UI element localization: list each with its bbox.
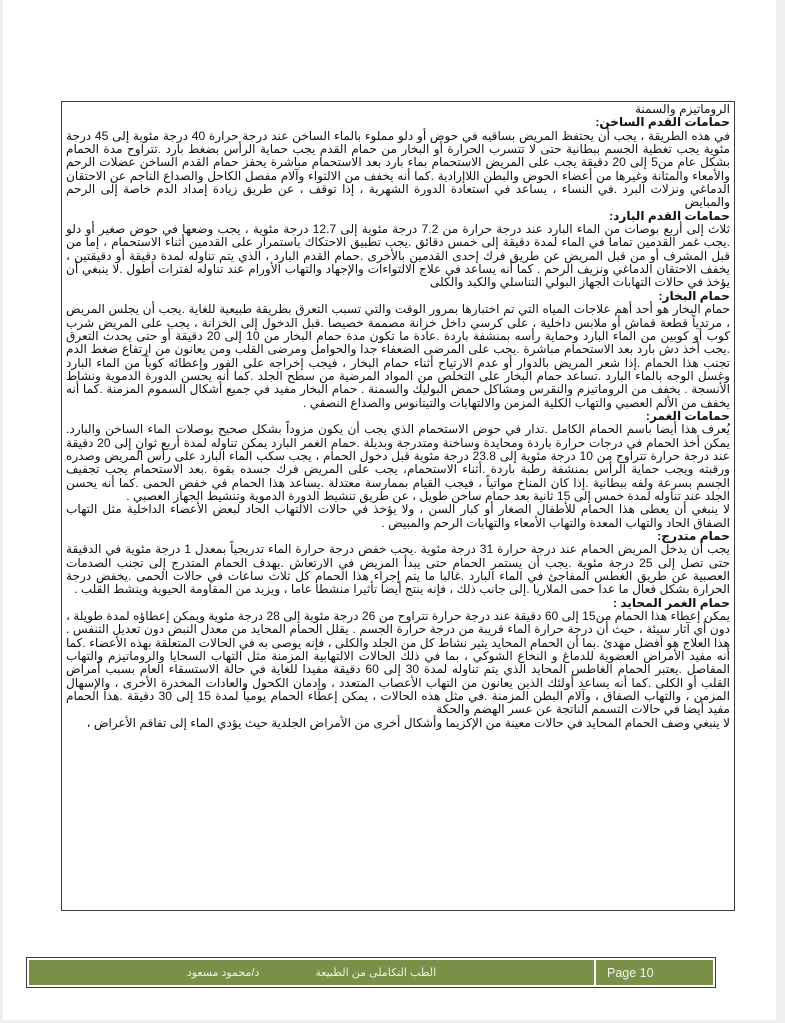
paragraph-hot-foot-bath: في هذه الطريقة ، يجب أن يحتفظ المريض بساقيه في حوض أو دلو مملوء بالماء الساخن عند درجة حرارة 40 درجة مئوية إلى 45 درجة مئوية يجب تغطية الجسم ببطانية حتى لا تتسرب الحرارة أو البخار من حمام القدم يجب حماية الرأس بضغط بارد .تتراوح مدة الحمام بشكل عام من5 إلى 20 دقيقة يجب على المريض الاستحمام بماء بارد بعد الاستحمام مباشرة يحفز حمام القدم الساخن عضلات الرحم والأمعاء والمثانة وغيرها من أعضاء الحوض والبطن اللاإرادية .كما أنه يخفف من الالتواء وآلام مفصل الكاحل والصداع الناجم عن الاحتقان الدماغي ونزلات البرد .في النساء ، يساعد في استعادة الدورة الشهرية ، إذا توقف ، عن طريق زيادة إمداد الدم خاصة إلى الرحم والمبايض <box>66 128 730 210</box>
footer-author: د/محمود مسعود <box>186 967 260 979</box>
paragraph-graduated-bath: يجب أن يدخل المريض الحمام عند درجة حرارة 31 درجة مئوية .يجب خفض درجة حرارة الماء تدريجياً بمعدل 1 درجة مئوية في الدقيقة حتى تصل إلى 25 درجة مئوية .يجب أن يستمر الحمام حتى يبدأ المريض في الارتعاش .يهدف الحمام المتدرج إلى تجنب الصدمات العصبية عن طريق الغطس المفاجئ في الماء البارد .غالبا ما يتم إجراء هذا الحمام كل ثلاث ساعات في حالات الحمى .يخفض درجة الحرارة بشكل فعال ما عدا حمى الملاريا .إلى جانب ذلك ، فإنه ينتج أيضا تأثيرا منشطا عاما ، ويزيد من المقاومة الحيوية وينشط القلب . <box>66 542 730 597</box>
paragraph-steam-bath: حمام البخار هو أحد أهم علاجات المياه التي تم اختبارها بمرور الوقت والتي تسبب التعرق بطريقة طبيعية للغاية .يجب أن يجلس المريض ، مرتدياً قطعة قماش أو ملابس داخلية ، على كرسي داخل خزانة مصممة خصيصا .قبل الدخول إلى الخزانة ، يجب على المريض شرب كوب أو كوبين من الماء البارد وحماية رأسه بمنشفة باردة .عادة ما تكون مدة حمام البخار من 10 إلى 20 دقيقة أو حتى يحدث التعرق .يجب أخذ دش بارد بعد الاستحمام مباشرة .يجب على المرضى الضعفاء جدا والحوامل ومرضى القلب ومن يعانون من ارتفاع ضغط الدم تجنب هذا الحمام .إذا شعر المريض بالدوار أو عدم الارتياح أثناء حمام البخار ، فيجب إخراجه على الفور وإعطائه كوباً من الماء البارد وغسل الوجه بالماء البارد .تساعد حمام البخار على التخلص من المواد المرضية من سطح الجلد .كما أنه يحسن الدورة الدموية ونشاط الأنسجة . يخفف من الروماتيزم والنقرس ومشاكل حمض البوليك والسمنة . حمام البخار مفيد في جميع أشكال السموم المزمنة .كما أنه يخفف من الألم العصبي والتهاب الكلية المزمن والالتهابات والتيتانوس والصداع النصفي . <box>66 302 730 410</box>
page-footer <box>26 957 716 988</box>
paragraph-immersion-bath-contraindications: لا ينبغي أن يعطى هذا الحمام للأطفال الصغار أو كبار السن ، ولا يؤخذ في حالات الالتهاب الحاد لبعض الأعضاء الداخلية مثل التهاب الصفاق الحاد والتهاب المعدة والتهاب الأمعاء والتهابات الرحم والمبيض . <box>66 502 730 530</box>
heading-immersion-bath: حمامات الغمر: <box>645 408 730 423</box>
heading-steam-bath: حمام البخار: <box>658 288 730 303</box>
heading-neutral-immersion-bath: حمام الغمر المحايد : <box>612 595 730 610</box>
heading-cold-foot-bath: حمامات القدم البارد: <box>609 208 730 223</box>
paragraph-intro: الروماتيزم والسمنة <box>634 102 730 116</box>
footer-book-title: الطب التكاملى من الطبيعة <box>315 967 437 979</box>
paragraph-cold-foot-bath: ثلاث إلى أربع بوصات من الماء البارد عند درجة حرارة من 7.2 درجة مئوية إلى 12.7 درجة مئوية ، يجب وضعها في حوض صغير أو دلو .يجب غمر القدمين تماما في الماء لمدة دقيقة إلى خمس دقائق .يجب تطبيق الاحتكاك باستمرار على القدمين أثناء الاستحمام ، إما من قبل المشرف أو من قبل المريض عن طريق فرك إحدى القدمين بالأخرى .حمام القدم البارد ، الذي يتم تناوله لمدة دقيقة أو دقيقتين ، يخفف الاحتقان الدماغي ونزيف الرحم . كما أنه يساعد في علاج الالتواءات والإجهاد والتهاب الأورام عند تناوله لفترات أطول .لا ينبغي أن يؤخذ في حالات التهابات الجهاز البولي التناسلي والكبد والكلى <box>66 222 730 290</box>
footer-title-bar <box>29 960 594 985</box>
document-page <box>3 0 776 1020</box>
paragraph-neutral-bath-contraindications: لا ينبغي وصف الحمام المحايد في حالات معينة من الإكزيما وأشكال أخرى من الأمراض الجلدية حيث يؤدي الماء إلى تفاقم الأعراض ، <box>86 715 730 730</box>
page-content <box>61 101 735 911</box>
paragraph-neutral-immersion-bath: يمكن إعطاء هذا الحمام من15 إلى 60 دقيقة عند درجة حرارة تتراوح من 26 درجة مئوية إلى 28 درجة مئوية ويمكن إعطاؤه لمدة طويلة ، دون أي آثار سيئة ، حيث أن درجة حرارة الماء قريبة من درجة حرارة الجسم . يقلل الحمام المحايد من معدل النبض دون تعديل التنفس . هذا العلاج هو أفضل مهدئ .بما أن الحمام المحايد يثير نشاط كل من الجلد والكلى ، فإنه يوصى به في الحالات المتعلقة بهذه الأعضاء .كما أنه مفيد الأمراض العضوية للدماغ و النخاع الشوكي ، بما في ذلك الحالات الالتهابية المزمنة مثل التهاب السحايا والروماتيزم والتهاب المفاصل .يعتبر الحمام الغاطس المحايد الذي يتم تناوله لمدة 30 إلى 60 دقيقة مفيدا للغاية في حالة الاستسقاء العام بسبب أمراض القلب أو الكلى .كما أنه يساعد أولئك الذين يعانون من التهاب الأعصاب المتعدد ، وإدمان الكحول والعادات المخدرة الأخرى ، والإسهال المزمن ، والتهاب الصفاق ، وآلام البطن المزمنة .في مثل هذه الحالات ، يمكن إعطاء الحمام يومياً لمدة 15 إلى 30 دقيقة .هذا الحمام مفيد أيضا في حالات التسمم الناتجة عن عسر الهضم والحكة <box>66 609 730 717</box>
heading-hot-foot-bath: حمامات القدم الساخن: <box>595 115 730 130</box>
heading-graduated-bath: حمام متدرج: <box>657 529 730 543</box>
paragraph-immersion-bath: يُعرف هذا أيضا باسم الحمام الكامل .تدار في حوض الاستحمام الذي يجب أن يكون مزوداً بشكل صحيح بوصلات الماء الساخن والبارد. يمكن أخذ الحمام في درجات حرارة باردة ومحايدة وساخنة ومتدرجة وبديلة .حمام الغمر البارد يمكن تناوله لمدة أربع ثوانٍ إلى 20 دقيقة عند درجة حرارة تتراوح من 10 درجة مئوية إلى 23.8 درجة مئوية قبل دخول الحمام ، يجب سكب الماء البارد على رأس المريض وصدره ورقبته ويجب حماية الرأس بمنشفة رطبة باردة .أثناء الاستحمام، يجب على المريض فرك جسده بقوة .بعد الاستحمام يجب تجفيف الجسم بسرعة ولفه ببطانية .إذا كان المناخ مواتياً ، فيجب القيام بممارسة معتدلة .يساعد هذا الحمام في خفض الحمى .كما أنه يحسن الجلد عند تناوله لمدة خمس إلى 15 ثانية بعد حمام ساخن طويل ، عن طريق تنشيط الدورة الدموية وتنشيط الجهاز العصبي . <box>66 422 731 503</box>
footer-page-number: Page 10 <box>596 960 713 985</box>
